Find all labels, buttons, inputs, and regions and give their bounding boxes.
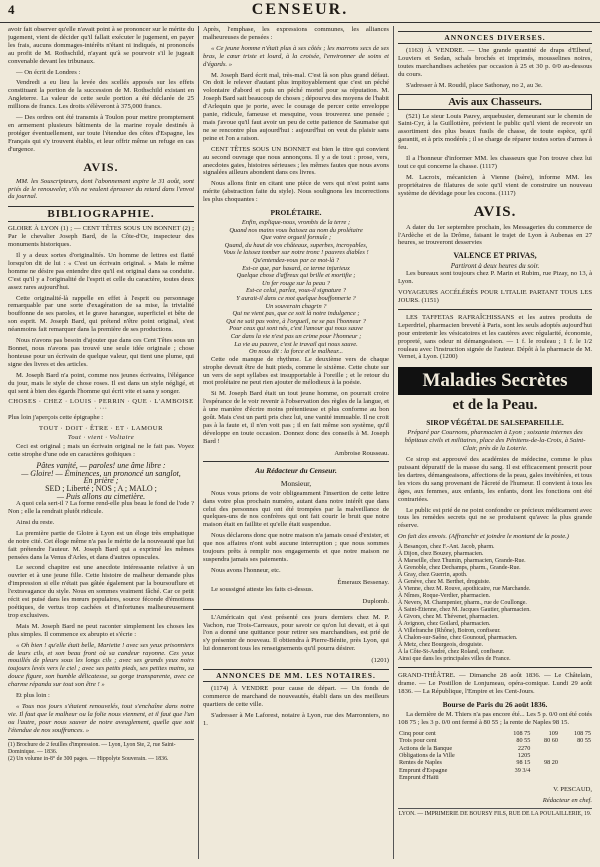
quotation: « Ce jeune homme n'était plus à ses côtés ; les marrons secs de ses bras, le cœur triste et lourd, à la croisée, l'environner de soins et d'égards. » bbox=[203, 44, 389, 68]
signature: Ambroise Rousseau. bbox=[334, 449, 389, 457]
paragraph: Nous avons l'honneur, etc. bbox=[211, 566, 281, 574]
table-row bbox=[398, 767, 592, 774]
paragraph: — On écrit de Londres : bbox=[16, 68, 81, 76]
depot-item: À Besançon, chez F.-Ant. Jacob, pharm. bbox=[398, 544, 495, 551]
paragraph: Nous n'avons pas besoin d'ajouter que dans ces Cent Têtes sous un Bonnet, nous n'avons pas trouvé une seule idée originale ; chose honteuse pour un écrivain de quelque valeur, qui tient une plume, qui signe des livres et des articles. bbox=[8, 337, 194, 368]
poem-line: Est-ce celui, parlez, vous-il signature ? bbox=[245, 287, 347, 295]
poem-line: La vie au pauvre, c'est le travail qui nous sauve. bbox=[234, 340, 358, 348]
paragraph: A dater du 1er septembre prochain, les Messageries du commerce de l'Ardèche et de la Drôme, faisant le trajet de Lyon à Aubenas en 27 heures, se trouveront desservies bbox=[398, 223, 592, 247]
paragraph: (1163) À VENDRE. — Une grande quantité de draps d'Elbeuf, Louviers et Sedan, schals brochés et imprimés, mousselines noires, toutes marchandises achetées par occasion à 25 et 30 p. 0/0 au-dessous du cours. bbox=[398, 47, 592, 78]
table-row bbox=[398, 745, 592, 752]
banner-maladies: Maladies Secrètes bbox=[398, 367, 592, 395]
column-3 bbox=[398, 26, 592, 859]
poem-line: On nous dit : la force et le malheur... bbox=[248, 348, 343, 356]
table-cell bbox=[531, 745, 559, 752]
reference-number: (1201) bbox=[371, 657, 389, 665]
paragraph: L'Américain qui s'est présenté ces jours derniers chez M. P. Vachon, rue Trois-Carreaux, pour savoir ce qu'on lui devait, et à qui l'on a donné une quittance pour retirer ses marchandises, est prié de s'y présenter de nouveau. Il obtiendra à Pierre-Bénite, près Lyon, qui lui donneront tous les renseignements qu'il pourra désirer. bbox=[203, 613, 389, 653]
poem-line: Qui ne sait pas votre, à l'orgueil, ne se pas l'honneur ? bbox=[226, 317, 366, 325]
poem-line: Enfin, explique-nous, vrombis de la terre ; bbox=[241, 219, 351, 227]
depots-list bbox=[398, 544, 592, 663]
depot-item: À Givors, chez M. Thévenet, pharmacien. bbox=[398, 614, 499, 621]
departure-line: Partiront à deux heures du soir. bbox=[450, 262, 540, 271]
paragraph: avoir fait observer qu'elle n'avait point à se prononcer sur le mérite du jugement, vient de décider qu'il fallait exécuter le jugement, en payer les frais, aucuns dommages-intérêts n'étant ni indiqués, ni prononcés au profit de M. Rothschild, n'ayant qu'à se pourvoir s'il le jugeait convenable devant les tribunaux. bbox=[8, 26, 194, 65]
depot-item: À Nîmes, Roque-Verdier, pharmacien. bbox=[398, 593, 491, 600]
paragraph: Cette originalité-là rappelle en effet à l'esprit ou personnage remarquable par une sorte d'exagération de sa mise, la trivialité bouffonne de ses paroles, et le grave harangue, superficiel et bête de son esprit. M. Joseph Bard, qui prétend n'être point original, s'est néanmoins fait remarquer dans la première de ses productions. bbox=[8, 294, 194, 334]
depot-item: À Dijon, chez Bouzey, pharmacien. bbox=[398, 551, 484, 558]
gothic-verse: En prière ; bbox=[83, 476, 119, 486]
poem-line: Qu'entendez-vous par ce mot-là ? bbox=[252, 257, 340, 264]
bourse-table bbox=[398, 730, 592, 782]
table-row bbox=[398, 752, 592, 759]
sirop-title: SIROP VÉGÉTAL DE SALSEPAREILLE. bbox=[426, 418, 564, 428]
paragraph: VOYAGEURS ACCÉLÉRÉS POUR L'ITALIE PARTANT TOUS LES JOURS. (1151) bbox=[398, 289, 592, 305]
gothic-verse: — Gloire! — Éminences, un prononcé un sanglot, bbox=[21, 468, 181, 478]
bibliographie-intro: GLOIRE À LYON (1) ; — CENT TÊTES SOUS UN BONNET (2) ; Par le chevalier Joseph Bard, de la Côte-d'Or, inspecteur des monuments historiques. bbox=[8, 225, 194, 249]
table-cell: 80 55 bbox=[516, 737, 531, 745]
table-cell: Emprunt d'Haïti bbox=[399, 774, 439, 782]
table-cell bbox=[531, 774, 559, 781]
table-cell: Obligations de la Ville bbox=[399, 751, 455, 759]
table-cell bbox=[531, 752, 559, 759]
footnotes bbox=[8, 739, 194, 763]
depot-item: À Vienne, chez M. Rouve, apothicaire, rue Marchande. bbox=[398, 586, 531, 593]
separator bbox=[203, 461, 389, 462]
sirop-subtitle: Préparé par Cournons, pharmacien à Lyon ; soixante internes des hôpitaux civils et militaires, place des Pénitens-de-la-Croix, à Saint-Clair, près de la Loterie. bbox=[404, 429, 586, 453]
table-row bbox=[398, 730, 592, 737]
editor-name: V. PESCAUD, bbox=[553, 785, 592, 793]
table-cell: 98 20 bbox=[544, 759, 558, 767]
depot-item: À Genève, chez M. Berthet, droguiste. bbox=[398, 579, 491, 586]
table-cell: Actions de la Banque bbox=[399, 744, 453, 752]
table-cell: Rentes de Naples bbox=[399, 759, 442, 767]
table-cell: 98 15 bbox=[516, 759, 531, 767]
paragraph: Nous déclarons donc que notre maison n'a jamais cessé d'exister, et que nos affaires n'ont subi aucune interruption ; que nous sommes toujours prêts à remplir nos engagements et que notre maison ne suspendra jamais ses paiements. bbox=[203, 532, 389, 563]
paragraph: A quoi cela sert-il ? La forme rend-elle plus beau le fond de l'ode ? Non ; elle la rendrait plutôt ridicule. bbox=[8, 500, 194, 516]
table-cell bbox=[559, 752, 592, 759]
poem-line: Y aurait-il dans ce mot quelque bouffonnerie ? bbox=[236, 294, 356, 302]
poem-line: Pour ceux qui sont nés, c'est l'amour qui nous sauve bbox=[229, 325, 363, 333]
depot-item: Ainsi que dans les principales villes de France. bbox=[398, 656, 511, 663]
poem-line: Que votre orgueil formule ; bbox=[260, 234, 332, 242]
depot-item: À Villefranche (Rhône), Boiron, confiseur. bbox=[398, 628, 501, 635]
chasseurs-heading: Avis aux Chasseurs. bbox=[398, 94, 592, 110]
poem-line: Est-ce que, par hasard, ce terme injurieux bbox=[242, 264, 350, 272]
poem-title: PROLÉTAIRE. bbox=[270, 208, 322, 218]
poem-line: Vous le laissez tomber sur notre tronc ! pauvres diables ! bbox=[223, 249, 369, 257]
separator bbox=[203, 609, 389, 610]
depot-item: À la Côte-St-André, chez Roland, confiseur. bbox=[398, 649, 505, 656]
paragraph: CENT TÊTES SOUS UN BONNET est bien le titre qui convient au second ouvrage que nous annonçons. Il y a de tout : prose, vers, anecdotes gaies, histoires sérieuses ; les mêmes fautes que nous avons signalées ailleurs abondent dans ces livres. bbox=[203, 145, 389, 177]
poem-line: Quand, du haut de vos châteaux, superbes, incroyables, bbox=[224, 241, 368, 249]
paragraph: Mais M. Joseph Bard ne peut raconter simplement les choses les plus simples. Il commence ex abrupto et s'écrie : bbox=[8, 622, 194, 638]
paragraph: La dernière de M. Thiers n'a pas encore été... Les 5 p. 0/0 ont été cotés 108 75 ; les 3 p. 0/0 ont fermé à 80 55 ; la rente de Naples 98 15. bbox=[398, 710, 592, 726]
quotation: « Tous nos jours s'étaient renouvelés, tout s'enchaîne dans notre vie. Il faut que le malheur ou la folie nous viennent, et il faut que l'un ou l'autre, pour nous sauver de notre aveuglement, quelle que soit l'étendue de nos souffrances. » bbox=[8, 702, 194, 734]
paragraph: M. Joseph Bard écrit mal, très-mal. C'est là son plus grand défaut. On doit le relever d'autant plus impitoyablement que c'est un péché volontaire d'abord et puis un péché mortel pour sa réputation. M. Joseph Bard sait beaucoup de choses ; dépourvu des moyens de l'habit d'Arlequin que je porte, avec le courage de percer cette enveloppe panie, ridicule, fameuse et mesquine, vous trouverez une pensée ; mais j'avoue qu'il faut avoir un peu de cette patience de Saumaise qui ne se rencontre plus aujourd'hui : aujourd'hui on veut du plaisir sans peine et l'on a raison. bbox=[203, 71, 389, 142]
separator bbox=[398, 667, 592, 668]
table-row bbox=[398, 737, 592, 744]
depot-item: À Saint-Étienne, chez M. Jacques Gautier, pharmacien. bbox=[398, 607, 531, 614]
depots-title: On fait des envois. (Affranchir et joindre le montant de la poste.) bbox=[398, 533, 569, 541]
poem-line: Car dans la vie n'est pas un crime pour l'honneur ; bbox=[230, 332, 362, 340]
bibliographie-heading: BIBLIOGRAPHIE. bbox=[8, 206, 194, 222]
paragraph: Vendredi a eu lieu la levée des scellés apposés sur les effets constituant la portion de la succession de M. Rothschild existant en Angleterre. La valeur de cette seule portion a été déclarée de 25 millions de francs. Les droits s'élèveront à 375,000 francs. bbox=[8, 79, 194, 111]
paragraph: LES TAFFETAS RAFRAÎCHISSANS et les autres produits de Leperdriel, pharmacien breveté à Paris, sont les seuls adoptés aujourd'hui pour entretenir les vésicatoires et les cautères avec régularité, économie, propreté, sans odeur ni démangeaison. — 1 f. le rouleau ; 1 f. le 1/2 rouleau avec l'instruction signée de l'auteur. Dépôt à la pharmacie de M. Vernet, à Lyon. (1200) bbox=[398, 313, 592, 361]
column-divider bbox=[393, 26, 394, 859]
notaires-heading: ANNONCES DE MM. LES NOTAIRES. bbox=[203, 669, 389, 682]
gothic-verse: SED ; Liberté ; NOS ; A ; MALO ; bbox=[45, 483, 157, 493]
paragraph: — Des ordres ont été transmis à Toulon pour mettre promptement en armement plusieurs bâtiments de la marine royale destinés à protéger éventuellement, sur toute l'étendue des côtes d'Espagne, les Français qui s'y trouvent établis, et leur offrir même un refuge en cas d'urgence. bbox=[8, 114, 194, 153]
paragraph: Ce sirop est approuvé des académies de médecine, comme le plus puissant dépuratif de la masse du sang. Il est efficacement prescrit pour les dartres, démangeaisons, affections de la peau, gales invétérées, et tous les vices du sang provenant de l'âcreté de l'humeur. Il convient à tous les âges, aux femmes, aux enfants, les enfants, dont les fonctions ont été contrariées. bbox=[398, 456, 592, 503]
paragraph: Cette ode manque de rhythme. Le deuxième vers de chaque strophe devrait être de huit pieds, comme le sixième. Cette chute sur un vers de sept syllabes est insupportable à l'oreille ; et le retour du mot prolétaire ne peut rien ajouter de mélodieux à la poésie. bbox=[203, 355, 389, 387]
table-cell bbox=[559, 759, 592, 766]
poem-line: Qui ne vient pas, que ce soit là notre indulgence ; bbox=[232, 310, 360, 318]
paper-title: CENSEUR. bbox=[251, 1, 349, 18]
table-row bbox=[398, 759, 592, 766]
paragraph: Après, l'emphase, les expressions communes, les alliances malheureuses de pensées : bbox=[203, 26, 389, 41]
poem-line: Un souverain chagrin ? bbox=[265, 302, 327, 310]
footnote: (1) Brochure de 2 feuilles d'impression. — Lyon, Lyon Ste, 2, rue Saint-Dominique. — 1836. bbox=[8, 741, 176, 755]
paragraph: Le public est prié de ne point confondre ce précieux médicament avec tous les remèdes secrets qui ne se produisent qu'avec la plus grande réserve. bbox=[398, 506, 592, 530]
table-cell bbox=[498, 774, 531, 781]
avis-heading: AVIS. bbox=[473, 203, 517, 220]
table-cell: 2270 bbox=[517, 744, 531, 752]
poem-line: Quand nos mains vous baissez au nom du prolétaire bbox=[229, 226, 363, 234]
paragraph: Il a l'honneur d'informer MM. les chasseurs que l'on trouve chez lui tout ce qui concerne la chasse. (1117) bbox=[398, 155, 592, 170]
page-number: 4 bbox=[8, 2, 15, 17]
table-cell bbox=[531, 767, 559, 774]
signature: Duplomb. bbox=[362, 597, 389, 605]
paragraph: Plus loin j'aperçois cette épigraphe : bbox=[8, 414, 104, 422]
paragraph: Ainsi du reste. bbox=[16, 518, 55, 526]
table-cell: Cinq pour cent bbox=[399, 729, 436, 737]
table-cell: 108 75 bbox=[573, 729, 591, 737]
avis-heading: AVIS. bbox=[83, 159, 119, 174]
column-divider bbox=[198, 26, 199, 859]
depot-item: À Nevers, M. Champenier, pharm., rue de Coullonge. bbox=[398, 600, 527, 607]
gothic-verse: — Puis allons au cimetière. bbox=[56, 491, 146, 501]
table-cell: 108 75 bbox=[513, 729, 531, 737]
paragraph: Ceci est original ; mais un écrivain original ne le fait pas. Voyez cette strophe d'une ode en caractères gothiques : bbox=[8, 443, 194, 459]
table-cell: 80 55 bbox=[577, 737, 591, 745]
letter-heading: Au Rédacteur du Censeur. bbox=[255, 465, 337, 475]
depot-item: À Chalon-sur-Saône, chez Gounoud, pharmacien. bbox=[398, 635, 518, 642]
table-cell: 80 60 bbox=[544, 737, 558, 745]
epigraph-line: CHOSES · CHEZ · LOUIS · PERRIN · QUE · L'AMBOISE · ··· bbox=[8, 398, 194, 413]
column-1 bbox=[8, 26, 194, 859]
paragraph: Les bureaux sont toujours chez P. Marin et Rubim, rue Pizay, no 13, à Lyon. bbox=[398, 270, 592, 286]
masthead bbox=[0, 0, 600, 23]
table-cell bbox=[559, 774, 592, 781]
paragraph: Et plus loin : bbox=[16, 692, 50, 700]
paragraph: Nous vous prions de voir obligeamment l'insertion de cette lettre dans votre plus prochain numéro, autant dans notre intérêt que dans celui des personnes qui ont été trompées par la malveillance de quelques-uns de nos confrères qui ont fait courir le bruit que notre maison était en faillite et qu'elle était suspendue. bbox=[203, 489, 389, 529]
paragraph: Le soussigné atteste les faits ci-dessus. bbox=[211, 585, 314, 593]
editor-role: Rédacteur en chef. bbox=[542, 796, 592, 804]
epigraph-line: TOUT · DOIT · ÊTRE · ET · LAMOUR bbox=[39, 425, 163, 433]
theatre-listing: GRAND-THÉÂTRE. — Dimanche 28 août 1836. — Le Châtelain, drame. — Le Postillon de Lonjumeau, opéra-comique. Lundi 29 août 1836. — La République, l'Empire et les Cent-Jours. bbox=[398, 672, 592, 695]
depot-item: À Gray, chez Guerrin, apoth. bbox=[398, 572, 468, 579]
paragraph: Le second chapitre est une anecdote intéressante relative à un ouvrier et à une jeune fille. Cette histoire de malheur demande plus d'impression si elle n'était pas gâtée également par la boursouflure et l'extravagance du style. Nous en sommes vraiment fâché. Car ce petit récit est puisé dans les mœurs populaires, source féconde d'émotions poétiques, de vertus trop cachées et d'infortunes malheureusement trop exclusives. bbox=[8, 564, 194, 619]
paragraph: Nous allons finir en citant une pièce de vers qui n'est point sans mérite (abstraction faite du style). Nous soulignons les incorrections les plus choquantes : bbox=[203, 180, 389, 204]
paragraph: M. Joseph Bard n'a point, comme nos jeunes écrivains, l'élégance du jour, mais le style de chose roses. Il est dans un style négligé, et qui sent à bien des égards l'homme qui écrit vite et sans y songer. bbox=[8, 371, 194, 395]
paragraph: Si M. Joseph Bard était un tout jeune homme, on pourrait croire l'espérance de le voir revenir à l'observation des règles de la langue, et à une manière d'écrire moins prétentieuse et plus conforme au bon goût. Mais c'est un parti pris chez lui, une vanité immuable. Il ne croit pas à la faute et, il n'en voit pas ; il en fait même son système, qu'il développe en toute occasion. Donnez donc des conseils à M. Joseph Bard ! bbox=[203, 390, 389, 445]
poem-line: Quelque chose d'affreux qui brille et mortifie ; bbox=[236, 272, 356, 280]
paragraph: Il y a deux sortes d'originalités. Un homme de lettres est flatté lorsqu'on dit de lui : « C'est un écrivain original. » Mais le même homme ne désire pas entendre dire qu'il est original dans sa conduite. C'est qu'il y a l'originalité de l'esprit et celle du caractère, toutes deux assez rares aujourd'hui. bbox=[8, 252, 194, 291]
depot-item: À Grenoble, chez Dechamps, pharm., Grande-Rue. bbox=[398, 565, 521, 572]
paragraph: (1174) À VENDRE pour cause de départ. — Un fonds de commerce de marchand de nouveautés, établi dans un des meilleurs quartiers de cette ville. bbox=[203, 685, 389, 708]
signature: Émeraux Bessenay. bbox=[337, 578, 389, 586]
annonces-heading: ANNONCES DIVERSES. bbox=[398, 31, 592, 44]
depot-item: À Marseille, chez Thumin, pharmacien, Grande-Rue. bbox=[398, 558, 526, 565]
column-2 bbox=[203, 26, 389, 859]
paragraph: S'adresser à Me Laforest, notaire à Lyon, rue des Marronniers, no 1. bbox=[203, 711, 389, 727]
separator bbox=[398, 309, 592, 310]
depot-item: À Avignon, chez Goilard, pharmacien. bbox=[398, 621, 491, 628]
table-cell: 39 3/4 bbox=[514, 766, 531, 774]
table-cell bbox=[559, 767, 592, 774]
paragraph: S'adresser à M. Roudil, place Sathonay, no 2, au 3e. bbox=[406, 81, 543, 89]
banner-subtitle: et de la Peau. bbox=[452, 397, 538, 414]
paragraph: La première partie de Gloire à Lyon est un éloge très emphatique de notre cité. Cet éloge même n'a pas le mérite de la nouveauté que lui fait prétendre l'auteur. M. Joseph Bard qui a exprimé les mêmes pensées dans la Venus d'Arles, et dans d'autres opuscules. bbox=[8, 529, 194, 561]
gothic-verse: Pâtes vanité, — paroles! une âme libre : bbox=[36, 461, 166, 471]
table-cell: 109 bbox=[548, 729, 558, 737]
poem-line: Un fer rouge sur la peau ? bbox=[262, 279, 330, 287]
footnote: (2) Un volume in-8° de 300 pages. — Hippolyte Souverain. — 1836. bbox=[8, 755, 169, 762]
printer-line: LYON. — IMPRIMERIE DE BOURSY FILS, RUE DE LA POULAILLERIE, 19. bbox=[398, 808, 592, 818]
epigraph-line: Tout · vient · Voltaire bbox=[67, 434, 135, 442]
avis-text: MM. les Souscripteurs, dont l'abonnement expire le 31 août, sont priés de le renouveler, s'ils ne veulent éprouver du retard dans l'envoi du journal. bbox=[8, 177, 194, 201]
table-row bbox=[398, 774, 592, 781]
route-line: VALENCE ET PRIVAS, bbox=[453, 251, 537, 261]
paragraph: (521) Le sieur Louis Pauvy, arquebusier, demeurant sur le chemin de Saint-Cyr, à la Guillotière, prévient le public qu'il vient de recevoir un assortiment des plus beaux fusils de chasse, de toute espèce, qu'il garantit, et à prix modérés ; il se charge de réparer toutes sortes d'armes à feu. bbox=[398, 112, 592, 152]
table-cell: Trois pour cent bbox=[399, 737, 437, 745]
poem bbox=[203, 219, 389, 356]
paragraph: M. Lacroix, mécanicien à Vienne (Isère), informe MM. les propriétaires de filatures de soie qu'il vient de construire un nouveau système de dévidage pour les cocons. (1117) bbox=[398, 173, 592, 197]
quotation: « Oh bien ! qu'elle était belle, Mariette ! avec ses yeux prisonniers de leurs cils, et son beau front où sa candeur rayonne. Ces yeux mouillés de pleurs sous les longs cils ; avec ses grands yeux noirs toujours levés vers le ciel ; avec ses petits pieds, ses petites mains, sa douce figure, son humble délicatesse, sa gorge transparente, avec ce charme répandu sur tout son être ! » bbox=[8, 641, 194, 689]
letter-salutation: Monsieur, bbox=[280, 478, 312, 488]
depot-item: À Metz, chez Bourgeois, droguiste. bbox=[398, 642, 484, 649]
table-cell: 1205 bbox=[517, 751, 531, 759]
table-cell: Emprunt d'Espagne bbox=[399, 766, 448, 774]
bourse-heading: Bourse de Paris du 26 août 1836. bbox=[442, 699, 548, 709]
table-cell bbox=[559, 745, 592, 752]
